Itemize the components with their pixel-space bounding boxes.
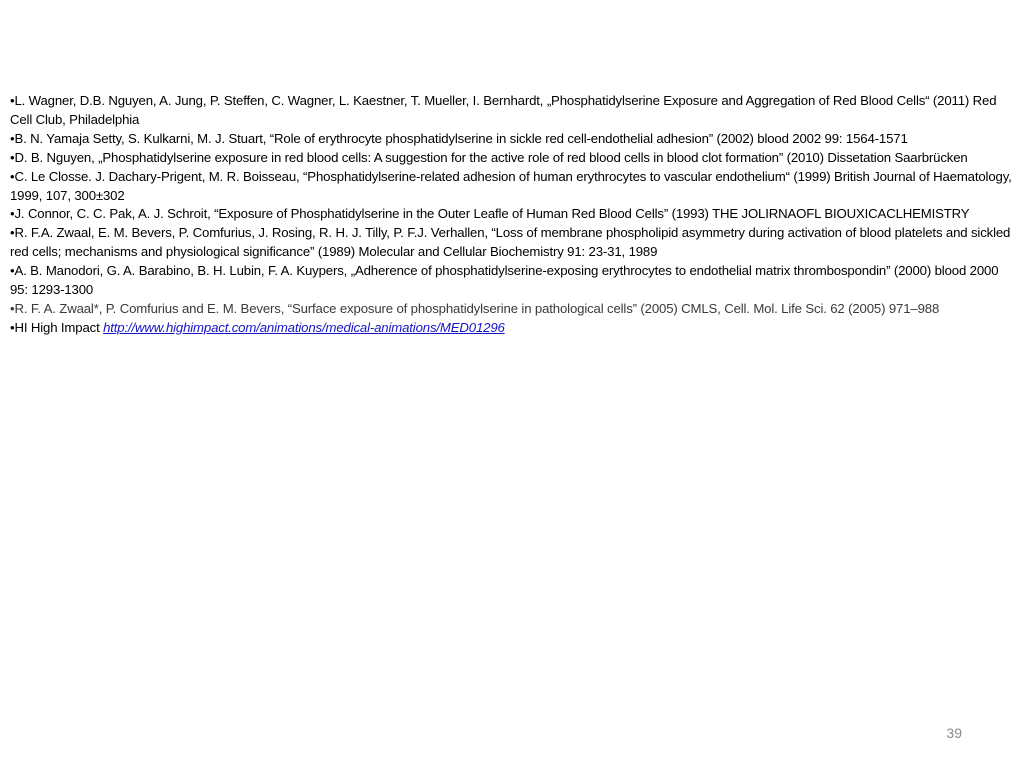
reference-item-link (10, 319, 1014, 338)
high-impact-link[interactable]: http://www.highimpact.com/animations/medical-animations/MED01296 (103, 319, 505, 335)
reference-item: •C. Le Closse. J. Dachary-Prigent, M. R. Boisseau, “Phosphatidylserine-related adhesion of human erythrocytes to vascular endothelium“ (1999) British Journal of Haematology, 1999, 107, 300±302 (10, 168, 1012, 203)
reference-item: •J. Connor, C. C. Pak, A. J. Schroit, “Exposure of Phosphatidylserine in the Outer Leafle of Human Red Blood Cells” (1993) THE JOLIRNAOFL BIOUXICACLHEMISTRY (10, 206, 970, 222)
reference-item: •R. F.A. Zwaal, E. M. Bevers, P. Comfurius, J. Rosing, R. H. J. Tilly, P. F.J. Verhallen, “Loss of membrane phospholipid asymmetry during activation of blood platelets and sickled red cells; mechanisms and physiological significance” (1989) Molecular and Cellular Biochemistry 91: 23-31, 1989 (10, 225, 1011, 260)
reference-prefix: •HI High Impact (10, 319, 104, 335)
reference-item: •R. F. A. Zwaal*, P. Comfurius and E. M. Bevers, “Surface exposure of phosphatidylserine in pathological cells” (2005) CMLS, Cell. Mol. Life Sci. 62 (2005) 971–988 (10, 300, 940, 316)
reference-item: •B. N. Yamaja Setty, S. Kulkarni, M. J. Stuart, “Role of erythrocyte phosphatidylserine in sickle red cell-endothelial adhesion” (2002) blood 2002 99: 1564-1571 (10, 130, 908, 146)
reference-item: •A. B. Manodori, G. A. Barabino, B. H. Lubin, F. A. Kuypers, „Adherence of phosphatidylserine-exposing erythrocytes to endothelial matrix thrombospondin” (2000) blood 2000 95: 1293-1300 (10, 263, 999, 298)
references-list (10, 92, 1014, 338)
page-number: 39 (946, 725, 962, 741)
reference-item: •L. Wagner, D.B. Nguyen, A. Jung, P. Steffen, C. Wagner, L. Kaestner, T. Mueller, I. Bernhardt, „Phosphatidylserine Exposure and Aggregation of Red Blood Cells“ (2011) Red Cell Club, Philadelphia (10, 93, 997, 127)
reference-item: •D. B. Nguyen, „Phosphatidylserine exposure in red blood cells: A suggestion for the active role of red blood cells in blood clot formation” (2010) Dissetation Saarbrücken (10, 149, 968, 165)
